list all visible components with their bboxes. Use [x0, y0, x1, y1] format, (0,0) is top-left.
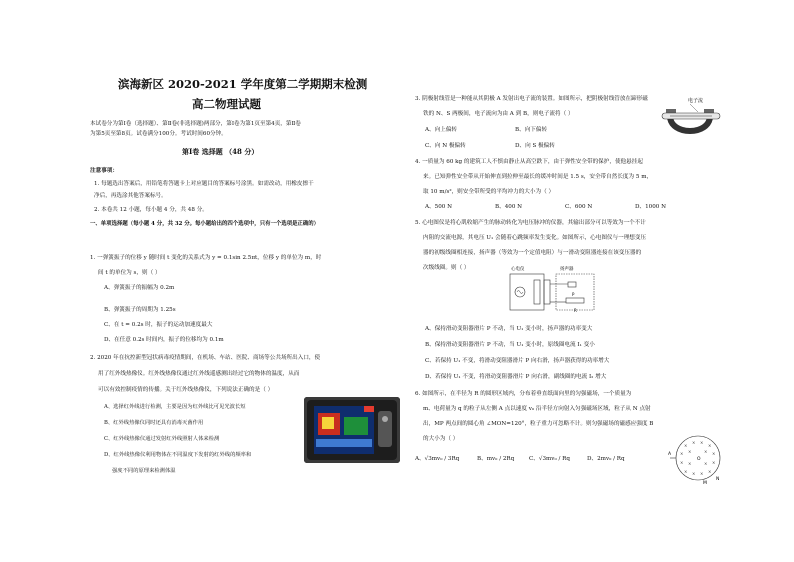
q2-stem-2: 用了红外线热像仪。红外线热像仪通过红外线遥感测出经过它的物体的温度，从而 [98, 371, 300, 377]
q3-cathode-ray-figure [660, 96, 722, 138]
intro-line-1: 本试卷分为第Ⅰ卷（选择题）、第Ⅱ卷(非选择题)两部分，第Ⅰ卷为第1页至第4页，第Ⅱ卷 [90, 121, 301, 127]
paper-subtitle: 高二物理试题 [192, 97, 261, 111]
q3-option-b: B、向下偏转 [515, 127, 548, 133]
svg-text:×: × [704, 461, 708, 466]
svg-text:×: × [680, 451, 684, 456]
q4-stem-2: 来。已知弹性安全带从开始伸直到拉伸至最长的缓冲时间是 1.5 s，安全带自然长度为 5 m， [423, 174, 653, 180]
svg-text:R: R [574, 308, 577, 313]
q1-option-d: D、在任意 0.2s 时间内，振子的位移均为 0.1m [104, 337, 224, 343]
q2-option-a: A、选择红外线进行检测，主要是因为红外线比可见光波长短 [104, 404, 246, 410]
q2-stem-3: 可以有效控制疫情的传播。关于红外线热像仪，下列说法正确的是（ ） [98, 387, 274, 393]
q6-stem-2: m、电荷量为 q 的粒子从左侧 A 点以速度 v₀ 沿半径方向射入匀强磁场区域，粒子从 N 点射 [423, 406, 651, 412]
svg-text:×: × [712, 451, 716, 456]
svg-text:×: × [684, 469, 688, 474]
svg-text:×: × [708, 469, 712, 474]
q3-option-c: C、向 N 极偏转 [425, 143, 466, 149]
intro-line-2: 为第5页至第8页。试卷满分100分。考试时间60分钟。 [90, 131, 227, 137]
q1-stem-2: 间 t 的单位为 s，则（ ） [98, 270, 161, 276]
q2-option-c: C、红外线热像仪通过发射红外线照射人体来检测 [104, 436, 220, 442]
q6-stem-1: 6. 如图所示，在半径为 R 的圆形区域内，分布着垂直纸面向里的匀强磁场，一个质量为 [415, 391, 632, 397]
q1-option-c: C、在 t = 0.2s 时，振子的运动加速度最大 [104, 322, 213, 328]
q5-stem-4: 次级线圈。则（ ） [423, 265, 470, 271]
q2-option-d: D、红外线热像仪利用物体在不同温度下发射的红外线的频率和 [104, 452, 252, 458]
paper-title: 滨海新区 2020-2021 学年度第二学期期末检测 [118, 77, 368, 91]
q5-option-b: B、保持滑动变阻器滑片 P 不动，当 U₁ 变小时，原线圈电流 I₁ 变小 [425, 342, 595, 348]
svg-text:×: × [700, 440, 704, 445]
q6-magnetic-field-figure [668, 430, 726, 488]
q5-transformer-figure [508, 264, 598, 320]
svg-text:×: × [712, 460, 716, 465]
svg-text:×: × [692, 471, 696, 476]
q4-option-b: B、400 N [495, 204, 523, 210]
q1-option-a: A、弹簧振子的振幅为 0.2m [104, 285, 175, 291]
q5-stem-2: 内阻的交流电源，其电压 U₁ 会随着心跳频率发生变化。如图所示，心电图仪与一理想变压 [423, 235, 647, 241]
q2-stem-1: 2. 2020 年在抗控新型冠状病毒疫情期间，在机场、车站、医院、商场等公共场所出入口，使 [90, 355, 321, 361]
q6-option-b: B、mv₀ / 2Rq [477, 456, 515, 462]
section1-heading: 一、单项选择题（每小题 4 分，共 32 分。每小题给出的四个选项中，只有一个选项是正确的） [90, 221, 319, 227]
q3-figure-label: 电子流 [688, 98, 704, 104]
q5-figure-label-ecg: 心电仪 [511, 267, 525, 272]
q3-option-a: A、向上偏转 [425, 127, 458, 133]
q2-option-b: B、红外线热像仪同时还具有消毒灭菌作用 [104, 420, 204, 426]
notes-line-1: 1. 每题选出答案后，用铅笔将答题卡上对应题目的答案标号涂黑。如需改动，用橡皮擦干 [94, 181, 314, 187]
q2-option-d-cont: 强度不同的原理来检测体温 [112, 468, 176, 474]
q5-option-d: D、若保持 U₁ 不变，将滑动变阻器滑片 P 向右滑，副线圈的电流 I₂ 增大 [425, 374, 607, 380]
q3-stem-2: 铁的 N、S 两极间，电子流向为由 A 到 B，则电子流将（ ） [423, 111, 574, 117]
q1-option-b: B、弹簧振子的周期为 1.25s [104, 307, 176, 313]
svg-text:×: × [680, 460, 684, 465]
q4-option-a: A、500 N [425, 204, 452, 210]
svg-text:×: × [704, 449, 708, 454]
q4-option-c: C、600 N [565, 204, 593, 210]
thermal-imager-photo [304, 397, 400, 463]
q6-option-c: C、√3mv₀ / Rq [529, 456, 570, 462]
svg-text:×: × [684, 443, 688, 448]
svg-text:×: × [700, 471, 704, 476]
q4-option-d: D、1000 N [635, 204, 666, 210]
q6-figure-label-n: N [716, 477, 720, 482]
q6-stem-4: 的大小为（ ） [423, 436, 459, 442]
q6-figure-label-o: O [697, 457, 701, 462]
q6-stem-3: 出，MP 两点间的圆心角 ∠MON=120°，粒子重力可忽略不计。则匀强磁场的磁感应强度 B [423, 421, 654, 427]
q4-stem-1: 4. 一质量为 60 kg 的建筑工人不慎由静止从高空跌下，由于弹性安全带的保护，使他悬挂起 [415, 159, 643, 165]
q3-option-d: D、向 S 极偏转 [515, 143, 555, 149]
q6-option-d: D、2mv₀ / Rq [587, 456, 625, 462]
q5-stem-3: 器的初级线圈相连接，扬声器（等效为一个定值电阻）与一滑动变阻器连接在该变压器的 [423, 250, 642, 256]
q5-option-a: A、保持滑动变阻器滑片 P 不动，当 U₁ 变小时，扬声器的功率变大 [425, 326, 593, 332]
q3-stem-1: 3. 阴极射线管是一种能从其阴极 A 发射出电子流的装置。如图所示，把阴极射线管放在蹄形磁 [415, 96, 648, 102]
q6-option-a: A、√3mv₀ / 3Rq [415, 456, 460, 462]
part1-heading: 第Ⅰ卷 选择题 （48 分） [182, 147, 259, 156]
notes-line-3: 2. 本卷共 12 小题，每小题 4 分，共 48 分。 [94, 207, 208, 213]
notes-line-2: 净后，再选涂其他答案标号。 [94, 193, 167, 199]
svg-text:×: × [692, 440, 696, 445]
q4-stem-3: 取 10 m/s²，则安全带所受的平均冲力的大小为（ ） [423, 189, 555, 195]
svg-text:P: P [572, 292, 575, 297]
svg-text:×: × [688, 461, 692, 466]
q5-option-c: C、若保持 U₁ 不变，将滑动变阻器滑片 P 向右滑，扬声器获得的功率增大 [425, 358, 610, 364]
svg-text:×: × [708, 443, 712, 448]
q1-stem-1: 1. 一弹簧振子的位移 y 随时间 t 变化的关系式为 y = 0.1sin 2.5πt，位移 y 的单位为 m，时 [90, 255, 322, 261]
q5-stem-1: 5. 心电图仪是将心肌收缩产生的脉动转化为电压脉冲的仪器，其输出部分可以等效为一个不计 [415, 220, 646, 226]
q6-figure-label-m: M [703, 481, 707, 486]
svg-text:×: × [688, 449, 692, 454]
q6-figure-label-a: A [668, 452, 672, 457]
q5-figure-label-speaker: 扬声器 [560, 267, 574, 272]
notes-heading: 注意事项： [90, 168, 118, 174]
